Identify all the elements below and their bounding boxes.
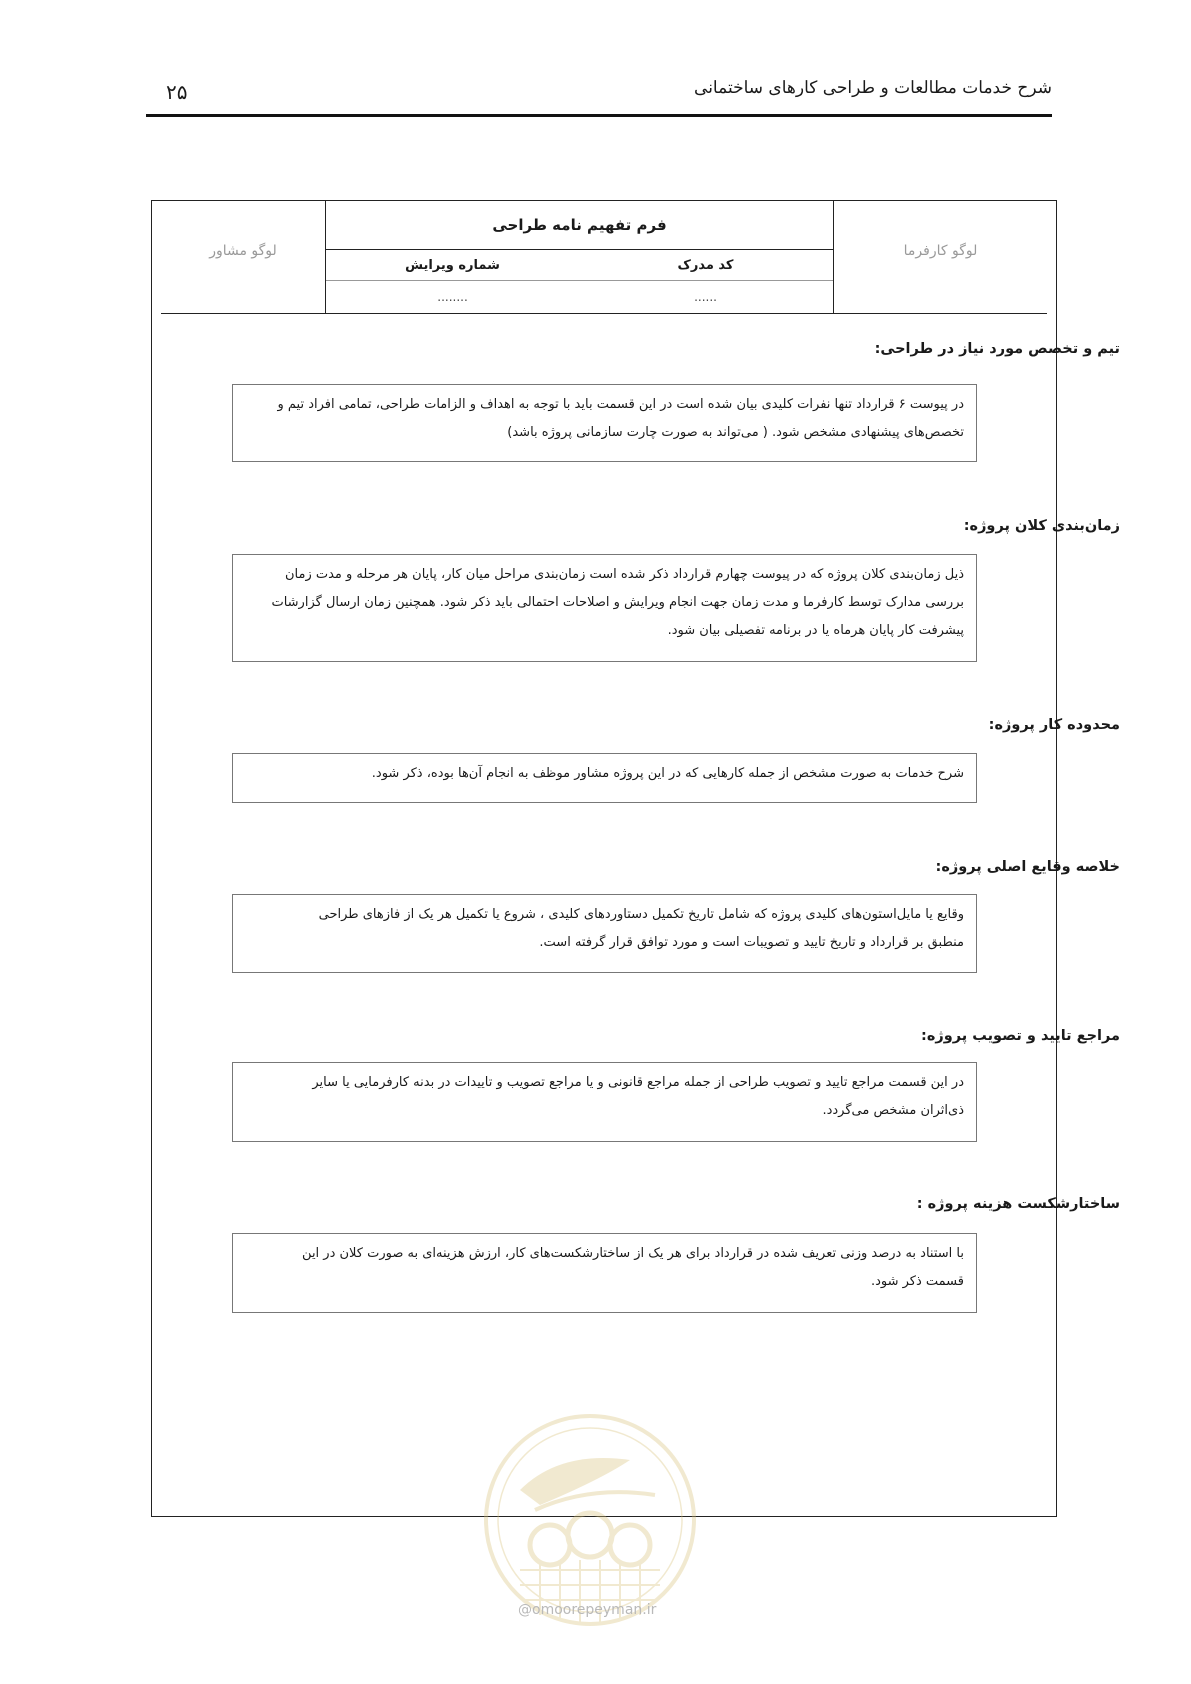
section-line: تخصص‌های پیشنهادی مشخص شود. ( می‌تواند به صورت چارت سازمانی پروژه باشد) xyxy=(507,425,964,440)
section-line: منطبق بر قرارداد و تاریخ تایید و تصویبات است و مورد توافق قرار گرفته است. xyxy=(539,935,964,950)
section-line: بررسی مدارک توسط کارفرما و مدت زمان جهت انجام ویرایش و اصلاحات احتمالی باید ذکر شود. همچنین زمان ارسال گزارشات xyxy=(271,595,964,610)
section-line: وقایع یا مایل‌استون‌های کلیدی پروژه که شامل تاریخ تکمیل دستاوردهای کلیدی ، شروع یا تکمیل هر یک از فازهای طراحی xyxy=(318,907,964,922)
section-heading-schedule: زمان‌بندی کلان پروژه: xyxy=(963,518,1120,534)
section-box-team xyxy=(232,384,977,462)
form-meta-values xyxy=(326,281,833,313)
section-heading-milestones: خلاصه وقایع اصلی پروژه: xyxy=(935,859,1120,875)
employer-logo-placeholder: لوگو کارفرما xyxy=(833,201,1047,313)
section-heading-scope: محدوده کار پروژه: xyxy=(988,717,1120,733)
document-code-label: کد مدرک xyxy=(677,257,734,273)
section-line: ذی‌اثران مشخص می‌گردد. xyxy=(822,1103,964,1118)
page-number: ۲۵ xyxy=(166,80,188,104)
revision-number-label: شماره ویرایش xyxy=(405,257,500,273)
consultant-logo-placeholder: لوگو مشاور xyxy=(161,201,326,313)
section-line: پیشرفت کار پایان هرماه یا در برنامه تفصیلی بیان شود. xyxy=(667,623,964,638)
section-box-milestones xyxy=(232,894,977,973)
document-code-value: ...... xyxy=(694,290,717,304)
revision-number-value: ........ xyxy=(437,290,468,304)
section-line: در این قسمت مراجع تایید و تصویب طراحی از جمله مراجع قانونی و یا مراجع تصویب و تاییدات در بدنه کارفرمایی یا سایر xyxy=(312,1075,964,1090)
page-header xyxy=(146,70,1052,118)
section-line: با استناد به درصد وزنی تعریف شده در قرارداد برای هر یک از ساختارشکست‌های کار، ارزش هزینه‌ای به صورت کلان در این xyxy=(302,1246,964,1261)
section-box-scope xyxy=(232,753,977,803)
section-heading-team: تیم و تخصص مورد نیاز در طراحی: xyxy=(874,341,1120,357)
section-line: شرح خدمات به صورت مشخص از جمله کارهایی که در این پروژه مشاور موظف به انجام آن‌ها بوده، ذکر شود. xyxy=(371,766,964,781)
section-box-schedule xyxy=(232,554,977,662)
header-rule xyxy=(146,114,1052,117)
section-heading-approvals: مراجع تایید و تصویب پروژه: xyxy=(921,1028,1120,1044)
running-title: شرح خدمات مطالعات و طراحی کارهای ساختمانی xyxy=(694,78,1052,98)
section-line: قسمت ذکر شود. xyxy=(870,1274,964,1289)
section-heading-cost-breakdown: ساختارشکست هزینه پروژه : xyxy=(916,1196,1120,1212)
form-title: فرم تفهیم نامه طراحی xyxy=(326,201,833,250)
form-header-table xyxy=(161,201,1047,314)
watermark-url: @omoorepeyman.ir xyxy=(518,1602,657,1618)
form-meta-labels xyxy=(326,250,833,281)
section-box-approvals xyxy=(232,1062,977,1142)
watermark-logo-icon xyxy=(480,1410,700,1630)
section-box-cost-breakdown xyxy=(232,1233,977,1313)
section-line: در پیوست ۶ قرارداد تنها نفرات کلیدی بیان شده است در این قسمت باید با توجه به اهداف و الزامات طراحی، تمامی افراد تیم و xyxy=(277,397,964,412)
section-line: ذیل زمان‌بندی کلان پروژه که در پیوست چهارم قرارداد ذکر شده است زمان‌بندی مراحل میان کار، پایان هر مرحله و مدت زمان xyxy=(284,567,964,582)
